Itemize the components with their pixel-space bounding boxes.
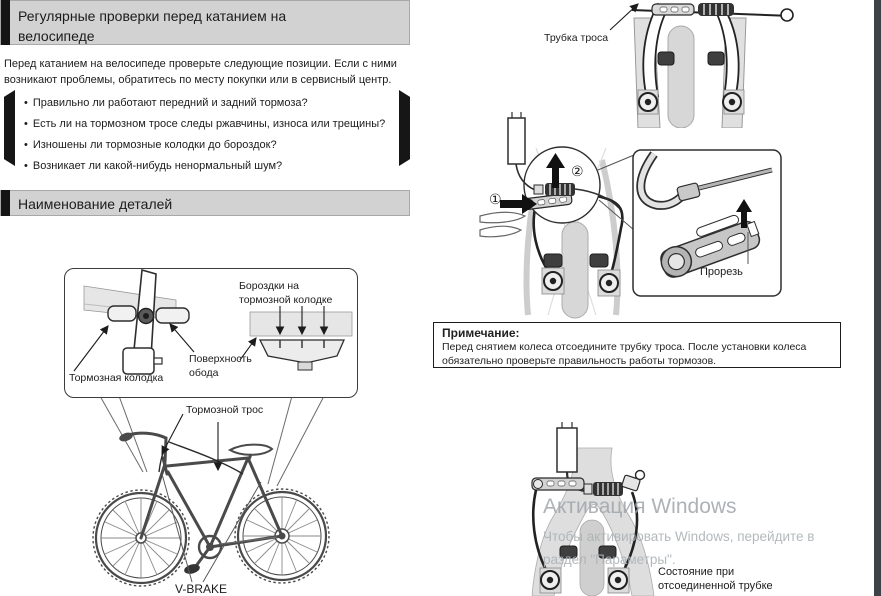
checklist-item: • Возникает ли какой-нибудь ненормальный шум? <box>24 160 283 172</box>
bullet-icon: • <box>24 139 28 151</box>
cable-release-drawing <box>478 108 788 323</box>
checklist-item: • Есть ли на тормозном тросе следы ржавчины, износа или трещины? <box>24 118 386 130</box>
header-accent-bar <box>1 0 10 45</box>
header-accent-bar <box>1 190 10 216</box>
label-rim-surface: Поверхность обода <box>189 353 252 379</box>
label-slot: Прорезь <box>700 266 743 278</box>
note-body: Перед снятием колеса отсоедините трубку троса. После установки колеса обязательно проверьте правильность работы тормозов. <box>442 341 807 367</box>
note-box <box>433 322 841 368</box>
label-brake-cable: Тормозной трос <box>186 404 264 416</box>
step-1-marker: ① <box>489 191 502 207</box>
checklist-item: • Изношены ли тормозные колодки до бороздок? <box>24 139 277 151</box>
bullet-icon: • <box>24 160 28 172</box>
bullet-icon: • <box>24 118 28 130</box>
right-bracket <box>399 90 410 166</box>
label-cable-tube: Трубка троса <box>544 32 609 44</box>
bullet-icon: • <box>24 97 28 109</box>
pre-ride-checklist <box>24 93 394 177</box>
note-title: Примечание: <box>442 326 520 340</box>
section-title: Регулярные проверки перед катанием на велосипеде <box>18 8 287 44</box>
section-header-regular-checks <box>0 0 410 45</box>
bicycle-drawing <box>15 398 425 596</box>
watermark-line: Чтобы активировать Windows, перейдите в <box>543 529 815 544</box>
left-bracket <box>4 90 15 166</box>
section-header-part-names <box>0 190 410 216</box>
label-v-brake: V-BRAKE <box>175 582 228 596</box>
watermark-line: раздел "Параметры". <box>543 552 676 567</box>
section-title: Наименование деталей <box>18 196 173 212</box>
label-pad-grooves: Бороздки на тормозной колодке <box>239 280 333 306</box>
label-brake-pad: Тормозная колодка <box>69 372 164 384</box>
right-edge-strip <box>874 0 881 596</box>
checklist-item: • Правильно ли работают передний и задний тормоза? <box>24 97 308 109</box>
label-disconnected-state: Состояние при отсоединенной трубке <box>658 566 773 592</box>
step-2-marker: ② <box>571 163 584 179</box>
watermark-title: Активация Windows <box>543 495 737 518</box>
intro-paragraph: Перед катанием на велосипеде проверьте следующие позиции. Если с ними возникают проблемы, обратитесь по месту покупки или в сервисный центр. <box>4 58 397 86</box>
